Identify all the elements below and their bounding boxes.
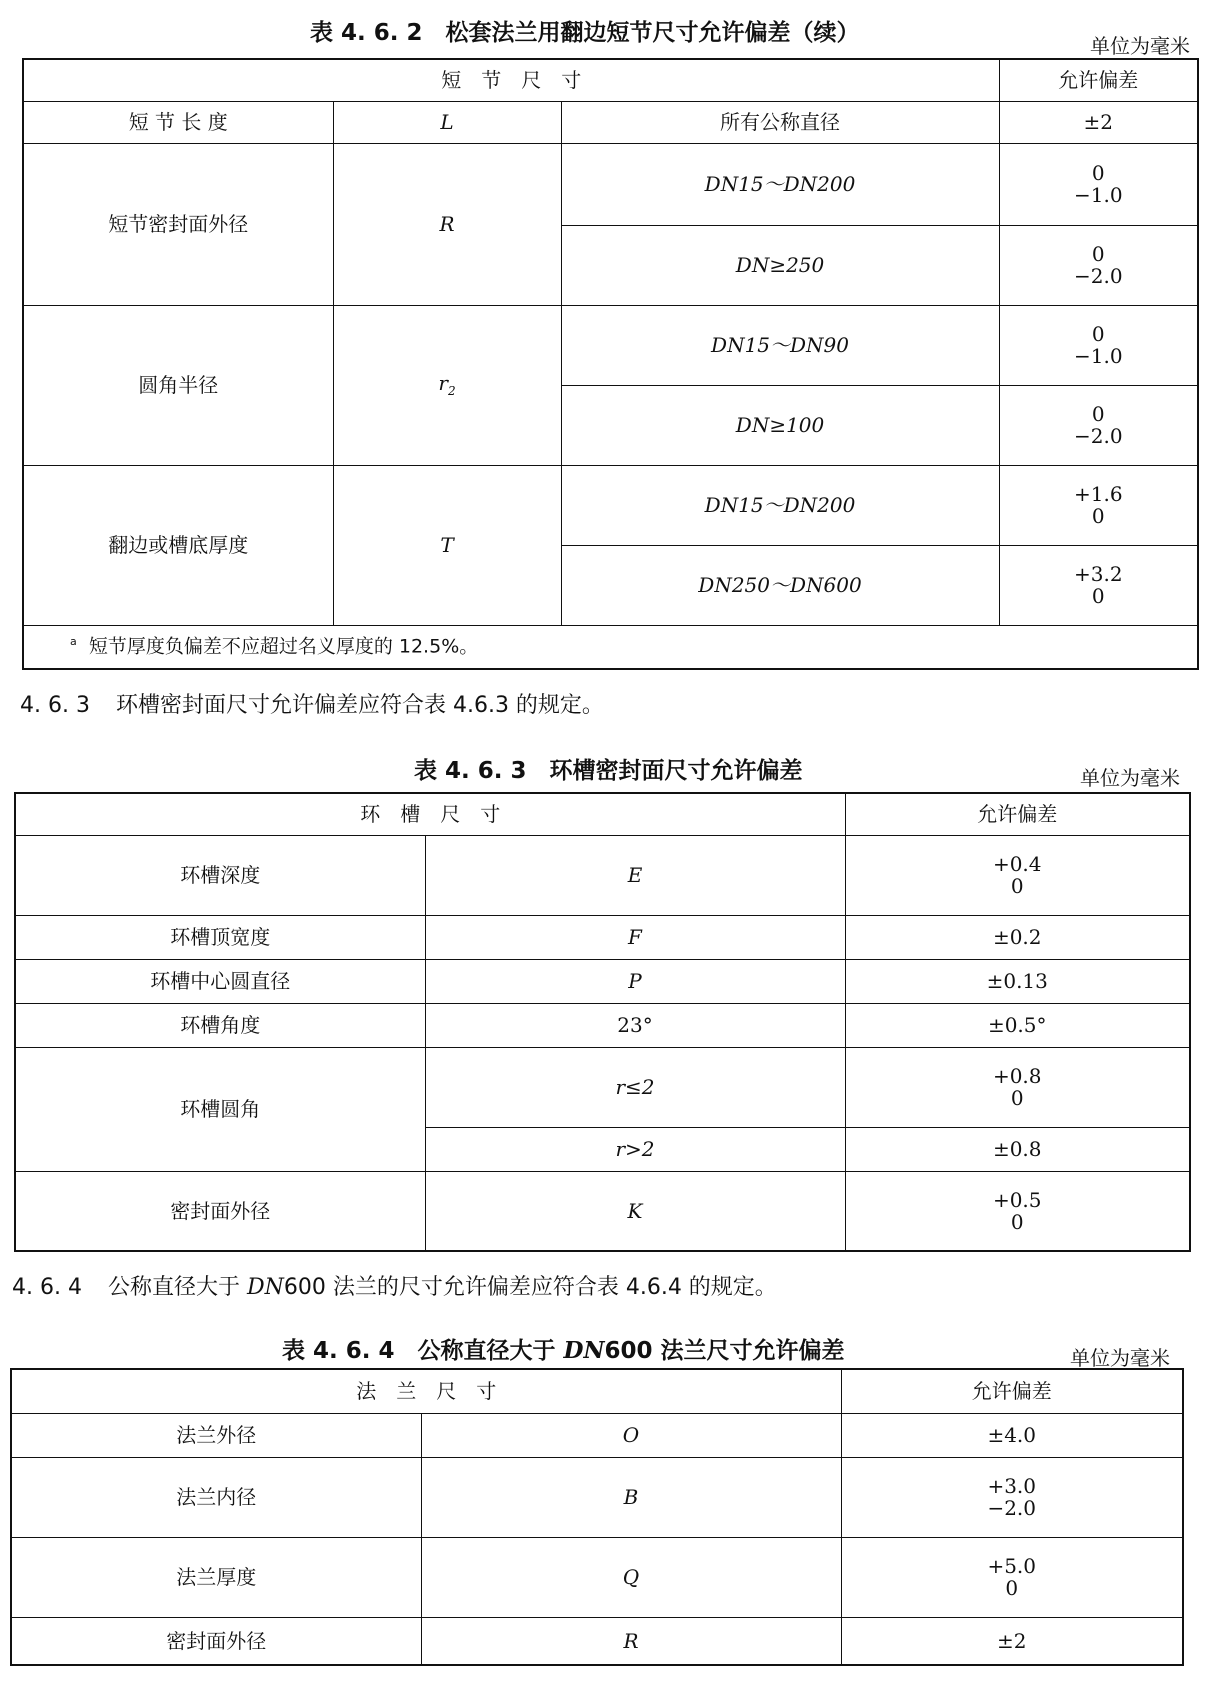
- tol-lower: 0: [1005, 1576, 1019, 1600]
- row-tolerance: [999, 545, 1198, 625]
- table3-header-tol: 允许偏差: [841, 1369, 1183, 1413]
- row-tolerance: [999, 143, 1198, 225]
- clause-4-6-4: [12, 1270, 777, 1301]
- row-range: DN≥100: [561, 385, 999, 465]
- row-name: 法兰外径: [11, 1413, 421, 1457]
- row-symbol: B: [421, 1457, 841, 1537]
- row-range: DN15～DN200: [561, 143, 999, 225]
- row-symbol: E: [425, 835, 845, 915]
- row-tolerance: ±4.0: [841, 1413, 1183, 1457]
- footnote-text: 短节厚度负偏差不应超过名义厚度的 12.5%。: [88, 635, 479, 658]
- row-name: 短 节 长 度: [23, 101, 333, 143]
- tol-lower: −2.0: [987, 1496, 1037, 1520]
- table2-header-tol: 允许偏差: [845, 793, 1190, 835]
- row-name: 法兰厚度: [11, 1537, 421, 1617]
- table2-header-dim: 环 槽 尺 寸: [15, 793, 845, 835]
- tol-lower: −2.0: [1073, 424, 1123, 448]
- row-name: 圆角半径: [23, 305, 333, 465]
- tol-lower: 0: [1010, 1086, 1024, 1110]
- tol-upper: +0.4: [992, 852, 1042, 876]
- row-name: 短节密封面外径: [23, 143, 333, 305]
- row-tolerance: [999, 465, 1198, 545]
- row-name: 密封面外径: [11, 1617, 421, 1665]
- row-range: DN15～DN200: [561, 465, 999, 545]
- row-tolerance: [999, 305, 1198, 385]
- row-tolerance: ±0.2: [845, 915, 1190, 959]
- row-name: 翻边或槽底厚度: [23, 465, 333, 625]
- row-tolerance: ±0.5°: [845, 1003, 1190, 1047]
- clause-number: 4. 6. 4: [12, 1275, 82, 1300]
- row-symbol: R: [421, 1617, 841, 1665]
- row-symbol: O: [421, 1413, 841, 1457]
- table2-title: 表 4. 6. 3 环槽密封面尺寸允许偏差: [414, 758, 803, 784]
- row-symbol: T: [333, 465, 561, 625]
- symbol-subscript: 2: [447, 383, 456, 398]
- clause-text-dn: DN: [246, 1275, 284, 1300]
- row-tolerance: ±0.8: [845, 1127, 1190, 1171]
- table3: [10, 1368, 1184, 1666]
- row-tolerance: ±2: [841, 1617, 1183, 1665]
- row-tolerance: [841, 1457, 1183, 1537]
- table2: [14, 792, 1191, 1252]
- row-symbol: F: [425, 915, 845, 959]
- tol-lower: 0: [1091, 584, 1105, 608]
- row-tolerance: [845, 835, 1190, 915]
- row-name: 环槽深度: [15, 835, 425, 915]
- row-name: 环槽中心圆直径: [15, 959, 425, 1003]
- clause-text-post: 600 法兰的尺寸允许偏差应符合表 4.6.4 的规定。: [283, 1275, 777, 1300]
- tol-upper: +3.0: [987, 1474, 1037, 1498]
- tol-upper: 0: [1091, 322, 1105, 346]
- row-name: 环槽顶宽度: [15, 915, 425, 959]
- table1-header-tol: 允许偏差: [999, 59, 1198, 101]
- table1-title: 表 4. 6. 2 松套法兰用翻边短节尺寸允许偏差（续）: [310, 20, 860, 46]
- row-symbol: [333, 305, 561, 465]
- table2-unit: 单位为毫米: [1080, 766, 1180, 790]
- tol-upper: 0: [1091, 242, 1105, 266]
- row-tolerance: [845, 1047, 1190, 1127]
- title-post: 600 法兰尺寸允许偏差: [604, 1338, 845, 1364]
- table1-header-dim: 短 节 尺 寸: [23, 59, 999, 101]
- tol-upper: +3.2: [1073, 562, 1123, 586]
- row-tolerance: [999, 225, 1198, 305]
- title-dn: DN: [563, 1337, 605, 1364]
- row-symbol: P: [425, 959, 845, 1003]
- tol-upper: +0.8: [992, 1064, 1042, 1088]
- symbol-base: r: [438, 370, 448, 395]
- clause-text-pre: 公称直径大于: [107, 1275, 247, 1300]
- table3-title: [282, 1332, 845, 1365]
- table1: [22, 58, 1199, 670]
- clause-number: 4. 6. 3: [20, 693, 90, 718]
- row-tolerance: [999, 385, 1198, 465]
- row-name: 环槽角度: [15, 1003, 425, 1047]
- tol-upper: +1.6: [1073, 482, 1123, 506]
- tol-lower: −1.0: [1073, 344, 1123, 368]
- row-symbol: Q: [421, 1537, 841, 1617]
- table3-header-dim: 法 兰 尺 寸: [11, 1369, 841, 1413]
- row-range: 所有公称直径: [561, 101, 999, 143]
- tol-lower: 0: [1091, 504, 1105, 528]
- row-range: DN≥250: [561, 225, 999, 305]
- table1-unit: 单位为毫米: [1090, 34, 1190, 58]
- row-tolerance: ±0.13: [845, 959, 1190, 1003]
- row-symbol: R: [333, 143, 561, 305]
- tol-upper: 0: [1091, 402, 1105, 426]
- row-name: 法兰内径: [11, 1457, 421, 1537]
- row-symbol: L: [333, 101, 561, 143]
- row-tolerance: [845, 1171, 1190, 1251]
- row-range: DN250～DN600: [561, 545, 999, 625]
- footnote-mark: a: [70, 635, 77, 649]
- title-pre: 表 4. 6. 4 公称直径大于: [282, 1338, 564, 1364]
- tol-upper: 0: [1091, 161, 1105, 185]
- row-symbol: K: [425, 1171, 845, 1251]
- tol-upper: +5.0: [987, 1554, 1037, 1578]
- row-name: 环槽圆角: [15, 1047, 425, 1171]
- tol-lower: −2.0: [1073, 264, 1123, 288]
- row-tolerance: [841, 1537, 1183, 1617]
- row-symbol: r≤2: [425, 1047, 845, 1127]
- row-symbol: 23°: [425, 1003, 845, 1047]
- row-symbol: r>2: [425, 1127, 845, 1171]
- tol-lower: 0: [1010, 1209, 1024, 1234]
- table1-footnote: [23, 625, 1198, 669]
- row-tolerance: ±2: [999, 101, 1198, 143]
- clause-text: 环槽密封面尺寸允许偏差应符合表 4.6.3 的规定。: [115, 693, 604, 718]
- table3-unit: 单位为毫米: [1070, 1346, 1170, 1370]
- tol-upper: +0.5: [992, 1187, 1042, 1212]
- row-range: DN15～DN90: [561, 305, 999, 385]
- row-name: 密封面外径: [15, 1171, 425, 1251]
- tol-lower: 0: [1010, 874, 1024, 898]
- tol-lower: −1.0: [1073, 183, 1123, 207]
- clause-4-6-3: [20, 688, 604, 719]
